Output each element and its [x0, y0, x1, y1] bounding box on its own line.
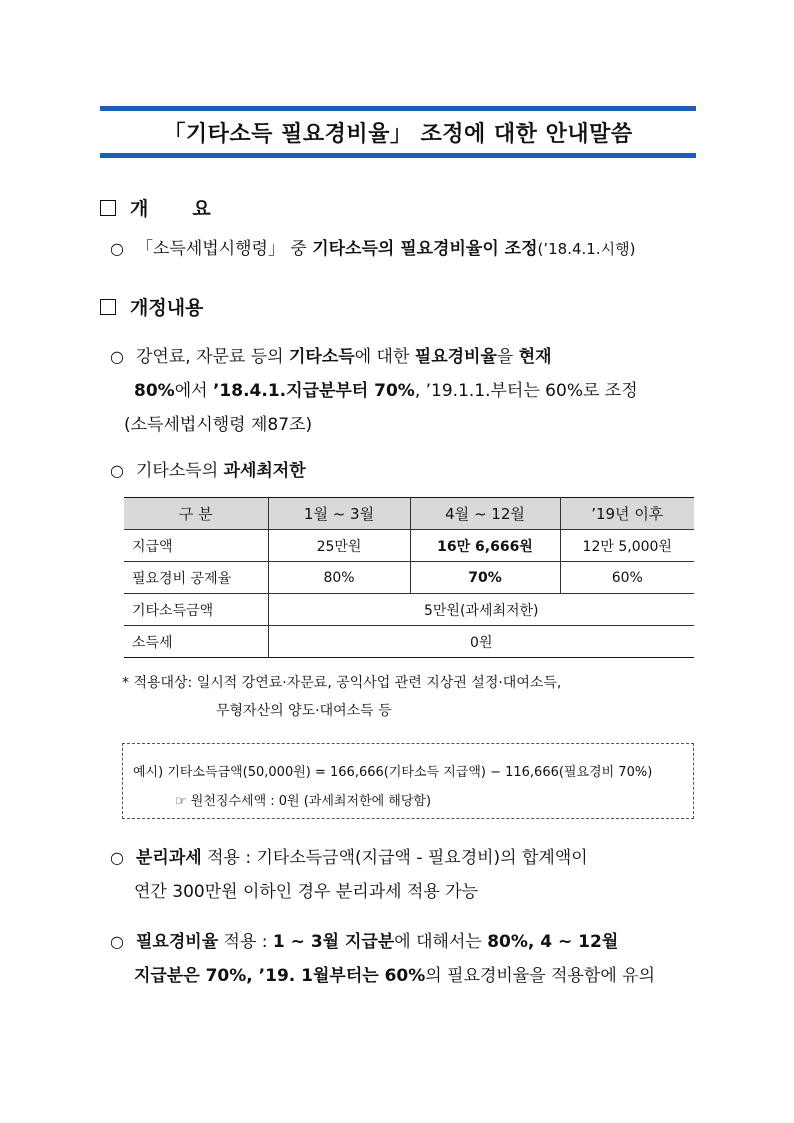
p4-text: 에 대해서는	[394, 932, 488, 952]
table-cell: 5만원(과세최저한)	[268, 594, 694, 626]
p3-line2: 연간 300만원 이하인 경우 분리과세 적용 가능	[134, 882, 479, 902]
p1-text: 에 대한	[354, 347, 415, 367]
table-header-cell: ’19년 이후	[560, 498, 694, 530]
p4-bold: 지급분은 70%, ’19. 1월부터는 60%	[134, 966, 426, 986]
p4-bold: 80%, 4 ~ 12월	[487, 932, 619, 952]
section-revision-label: 개정내용	[130, 297, 204, 319]
revision-p1-line2	[110, 374, 700, 408]
table-row	[124, 562, 694, 594]
overview-paragraph	[110, 232, 635, 266]
expense-rate-paragraph	[110, 925, 700, 993]
overview-text-suffix: (’18.4.1.시행)	[537, 240, 636, 258]
circle-bullet-icon: ○	[110, 461, 124, 480]
table-cell: 60%	[560, 562, 694, 594]
p1-text: , ’19.1.1.부터는 60%로 조정	[414, 381, 638, 401]
circle-bullet-icon: ○	[110, 848, 124, 867]
revision-p1-line1	[110, 340, 700, 374]
circle-bullet-icon: ○	[110, 239, 124, 258]
title-bottom-rule	[100, 153, 696, 158]
applicability-note	[122, 669, 561, 725]
p1-text: 에서	[174, 381, 213, 401]
p3-text: 적용 : 기타소득금액(지급액 - 필요경비)의 합계액이	[201, 848, 588, 868]
p4-bold: 1 ~ 3월 지급분	[272, 932, 395, 952]
p1-text: 을	[496, 347, 519, 367]
table-row	[124, 626, 694, 658]
table-header-row	[124, 498, 694, 530]
table-header-cell: 1월 ~ 3월	[268, 498, 410, 530]
revision-paragraph-1	[110, 340, 700, 442]
table-row	[124, 594, 694, 626]
circle-bullet-icon: ○	[110, 347, 124, 366]
section-revision-heading	[100, 293, 203, 320]
p1-bold: ’18.4.1.지급분부터 70%	[212, 381, 415, 401]
p4-text: 적용 :	[218, 932, 273, 952]
table-cell: 70%	[410, 562, 560, 594]
example-line-1: 예시) 기타소득금액(50,000원) = 166,666(기타소득 지급액) − 116,666(필요경비 70%)	[133, 765, 653, 780]
table-cell: 25만원	[268, 530, 410, 562]
overview-text-bold: 기타소득의 필요경비율이 조정	[312, 239, 538, 259]
p1-text: 강연료, 자문료 등의	[136, 347, 289, 367]
section-overview-label-a: 개	[130, 198, 149, 220]
table-row	[124, 530, 694, 562]
p2-text: 기타소득의	[136, 461, 224, 481]
table-cell: 12만 5,000원	[560, 530, 694, 562]
title-banner	[100, 106, 696, 158]
p3-line1	[110, 841, 700, 875]
p4-line1	[110, 925, 700, 959]
table-cell: 기타소득금액	[124, 594, 268, 626]
section-overview-heading	[100, 194, 211, 221]
table-cell: 지급액	[124, 530, 268, 562]
title-top-rule	[100, 106, 696, 111]
p4-bold: 필요경비율	[136, 932, 219, 952]
p1-bold: 현재	[518, 347, 552, 367]
table-cell: 80%	[268, 562, 410, 594]
table-cell: 16만 6,666원	[410, 530, 560, 562]
table-cell: 소득세	[124, 626, 268, 658]
page-title: 「기타소득 필요경비율」 조정에 대한 안내말씀	[163, 122, 633, 147]
circle-bullet-icon: ○	[110, 932, 124, 951]
p4-line2	[110, 959, 700, 993]
table-cell: 0원	[268, 626, 694, 658]
section-overview-label-b: 요	[192, 198, 211, 220]
revision-paragraph-2	[110, 454, 306, 488]
p2-bold: 과세최저한	[223, 461, 306, 481]
revision-p1-line3: (소득세법시행령 제87조)	[124, 415, 313, 435]
table-header-cell: 구 분	[124, 498, 268, 530]
example-box	[122, 743, 694, 819]
p1-bold: 80%	[134, 381, 175, 401]
example-line-2: ☞ 원천징수세액 : 0원 (과세최저한에 해당함)	[175, 794, 432, 809]
note-line-2: 무형자산의 양도·대여소득 등	[216, 703, 392, 719]
p4-text: 의 필요경비율을 적용함에 유의	[425, 966, 655, 986]
separate-taxation-paragraph	[110, 841, 700, 909]
table-cell: 필요경비 공제율	[124, 562, 268, 594]
p3-bold: 분리과세	[136, 848, 202, 868]
overview-text-prefix: 「소득세법시행령」 중	[136, 239, 313, 259]
table-header-cell: 4월 ~ 12월	[410, 498, 560, 530]
tax-threshold-table	[124, 497, 694, 658]
checkbox-square-icon	[100, 200, 116, 216]
p1-bold: 필요경비율	[414, 347, 497, 367]
p1-bold: 기타소득	[289, 347, 355, 367]
note-line-1: * 적용대상: 일시적 강연료·자문료, 공익사업 관련 지상권 설정·대여소득,	[122, 675, 562, 691]
checkbox-square-icon	[100, 299, 116, 315]
